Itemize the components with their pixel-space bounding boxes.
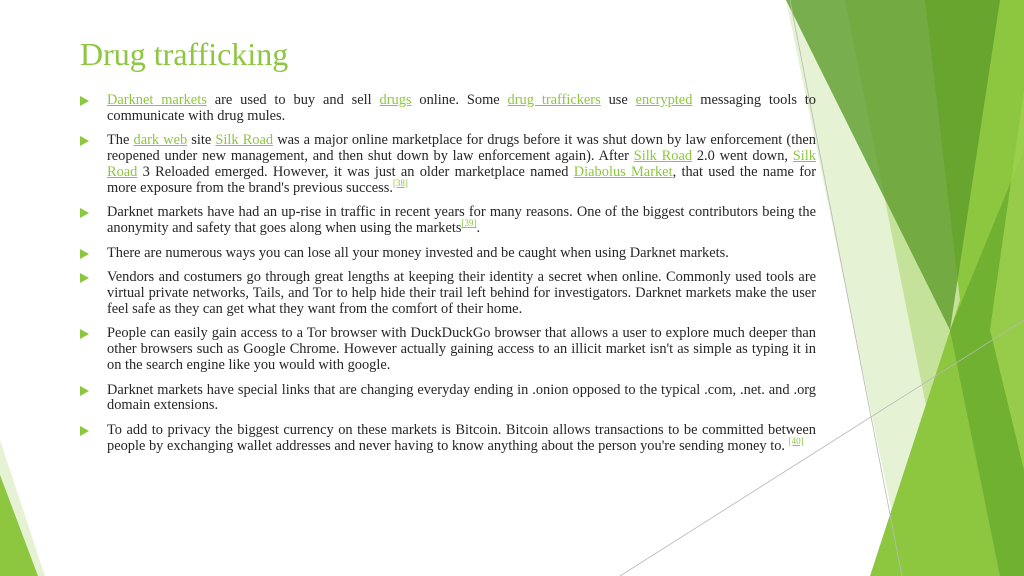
inline-link[interactable]: Silk Road	[215, 132, 274, 149]
bullet-text: The	[107, 132, 134, 149]
bullet-text: 3 Reloaded emerged. However, it was just an older marketplace named	[137, 163, 574, 180]
bullet-text: are used to buy and sell	[206, 92, 380, 108]
inline-link[interactable]: encrypted	[635, 92, 693, 108]
bullet-text: To add to privacy the biggest currency on these markets is Bitcoin. Bitcoin allows transactions to be committed between people by exchanging wallet addresses and never having to know anything about the person you're sending money to.	[107, 421, 816, 454]
triangle-bullet-icon	[80, 208, 89, 218]
inline-link[interactable]: Silk Road	[633, 148, 693, 165]
bullet-text: use	[600, 92, 636, 108]
bullet-text: 2.0 went down,	[692, 148, 793, 165]
bullet-item	[80, 326, 816, 373]
bullet-list	[80, 93, 816, 463]
inline-link[interactable]: Silk Road	[107, 148, 816, 180]
bullet-text: Vendors and costumers go through great lengths at keeping their identity a secret when online. Commonly used tools are virtual private networks, Tails, and Tor to help hide their trail left behind for investigators. Darknet markets make the user feel safe as they can get what they want from the comfort of their home.	[107, 269, 816, 317]
bullet-item	[80, 270, 816, 317]
bullet-item	[80, 205, 816, 236]
bullet-text: There are numerous ways you can lose all your money invested and be caught when using Darknet markets.	[107, 244, 729, 261]
inline-link[interactable]: Darknet markets	[107, 92, 207, 108]
bullet-item	[80, 93, 816, 124]
triangle-bullet-icon	[80, 273, 89, 283]
triangle-bullet-icon	[80, 136, 89, 146]
inline-link[interactable]: drugs	[379, 92, 412, 108]
inline-link[interactable]: Diabolus Market	[573, 163, 673, 180]
bullet-text: People can easily gain access to a Tor browser with DuckDuckGo browser that allows a user to explore much deeper than other browsers such as Google Chrome. However actually gaining access to an illicit market isn't as simple as typing it in on the search engine like you would with google.	[107, 325, 816, 373]
bullet-text: online. Some	[411, 92, 508, 108]
bullet-text: .	[476, 219, 481, 236]
bullet-item	[80, 423, 816, 454]
triangle-bullet-icon	[80, 329, 89, 339]
bullet-text: site	[187, 132, 216, 149]
triangle-bullet-icon	[80, 386, 89, 396]
slide-title: Drug trafficking	[80, 36, 289, 72]
inline-link[interactable]: dark web	[133, 132, 188, 149]
bullet-item	[80, 383, 816, 414]
citation-ref[interactable]: [39]	[461, 218, 477, 229]
bullet-item	[80, 246, 816, 262]
citation-ref[interactable]: [40]	[788, 435, 804, 446]
inline-link[interactable]: drug traffickers	[507, 92, 601, 108]
bullet-text: was a major online marketplace for drugs before it was shut down by law enforcement (then reopened under new management, and then shut down by law enforcement again). After	[107, 132, 816, 165]
bullet-item	[80, 133, 816, 196]
bullet-text: , that used the name for more exposure from the brand's previous success.	[107, 163, 816, 196]
bullet-text: Darknet markets have had an up-rise in traffic in recent years for many reasons. One of the biggest contributors being the anonymity and safety that goes along when using the markets	[107, 204, 816, 236]
triangle-bullet-icon	[80, 249, 89, 259]
bullet-text: messaging tools to communicate with drug mules.	[107, 92, 816, 124]
triangle-bullet-icon	[80, 96, 89, 106]
citation-ref[interactable]: [38]	[392, 177, 408, 188]
triangle-bullet-icon	[80, 426, 89, 436]
bullet-text: Darknet markets have special links that are changing everyday ending in .onion opposed to the typical .com, .net. and .org domain extensions.	[107, 381, 816, 414]
